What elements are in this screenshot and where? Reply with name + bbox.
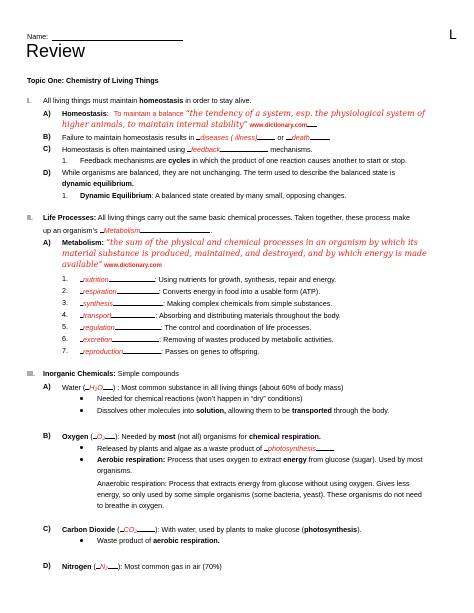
life-process-number: 4. bbox=[62, 310, 68, 319]
carbon-dioxide-line: Carbon Dioxide ( CO₂ ): With water, used by plants to make glucose (photosynthesis). bbox=[62, 525, 362, 534]
dynamic-equilibrium-definition: Dynamic Equilibrium: A balanced state created by many small, opposing changes. bbox=[80, 191, 347, 200]
item-letter: A) bbox=[43, 238, 51, 247]
corner-letter: L bbox=[449, 26, 457, 42]
anaerobic-line-1: Anaerobic respiration: Process that extracts energy from glucose without using oxygen. Gives less bbox=[97, 479, 410, 488]
life-process-answer: respiration bbox=[83, 287, 117, 296]
bullet bbox=[80, 397, 83, 400]
life-process-number: 7. bbox=[62, 346, 68, 355]
life-process-item bbox=[80, 274, 336, 284]
water-bullet-1: Needed for chemical reactions (won’t happen in “dry” conditions) bbox=[97, 394, 303, 403]
dynamic-equilibrium-term: dynamic equilibrium. bbox=[62, 179, 134, 188]
life-processes-intro: Life Processes: All living things carry out the same basic chemical processes. Taken together, these process make bbox=[43, 213, 411, 222]
life-process-description: : Passes on genes to offspring. bbox=[160, 347, 260, 356]
oxygen-bullet-1: Released by plants and algae as a waste product of photosynthesis bbox=[97, 443, 334, 453]
feedback-sentence: Homeostasis is often maintained using feedback mechanisms. bbox=[62, 145, 313, 154]
homeostasis-definition: Homeostasis: To maintain a balance “the tendency of a system, esp. the physiological system of bbox=[62, 109, 426, 118]
life-process-description: : Using nutrients for growth, synthesis, repair and energy. bbox=[154, 275, 337, 284]
life-process-item bbox=[80, 298, 332, 308]
anaerobic-line-2: energy, so only used by some simple organisms (some bacteria, yeast). These organisms do not need bbox=[97, 490, 422, 499]
life-process-number: 6. bbox=[62, 334, 68, 343]
item-letter: B) bbox=[43, 431, 51, 440]
oxygen-line: Oxygen ( O₂ ): Needed by most (not all) organisms for chemical respiration. bbox=[62, 432, 321, 441]
anaerobic-line-3: to breathe in oxygen. bbox=[97, 501, 165, 510]
life-process-number: 3. bbox=[62, 298, 68, 307]
item-letter: B) bbox=[43, 132, 51, 141]
metabolism-definition: Metabolism: “the sum of the physical and chemical processes in an organism by which its bbox=[62, 238, 418, 247]
oxygen-bullet-2: Aerobic respiration: Process that uses oxygen to extract energy from glucose (sugar). Used by most bbox=[97, 455, 423, 464]
life-process-answer: transport bbox=[83, 311, 112, 320]
life-process-item bbox=[80, 322, 311, 332]
nitrogen-line: Nitrogen ( N₂ ): Most common gas in air (70%) bbox=[62, 562, 222, 571]
bullet bbox=[80, 539, 83, 542]
item-letter: C) bbox=[43, 524, 51, 533]
homeostasis-intro: All living things must maintain homeostasis in order to stay alive. bbox=[43, 96, 252, 105]
bullet bbox=[80, 458, 83, 461]
section-numeral: II. bbox=[27, 213, 33, 222]
life-process-answer: reproduction bbox=[83, 347, 123, 356]
topic-heading: Topic One: Chemistry of Living Things bbox=[27, 76, 159, 85]
metabolism-definition-end: available” www.dictionary.com bbox=[62, 260, 162, 269]
life-process-description: : Making complex chemicals from simple substances. bbox=[162, 299, 333, 308]
life-process-answer: excretion bbox=[83, 335, 113, 344]
bullet bbox=[80, 446, 83, 449]
water-bullet-2: Dissolves other molecules into solution, allowing them to be transported through the body. bbox=[97, 406, 390, 415]
dynamic-equilibrium-text: While organisms are balanced, they are not unchanging. The term used to describe the balanced state is bbox=[62, 168, 396, 177]
oxygen-bullet-2-cont: organisms. bbox=[97, 466, 133, 475]
life-process-answer: regulation bbox=[83, 323, 115, 332]
inorganic-heading: Inorganic Chemicals: Simple compounds bbox=[43, 369, 179, 378]
life-process-item bbox=[80, 310, 341, 320]
metabolism-definition-cont: material substance is produced, maintained, and destroyed, and by which energy is made bbox=[62, 249, 427, 258]
homeostasis-failure: Failure to maintain homeostasis results in diseases ( illness) or death bbox=[62, 132, 330, 142]
life-process-description: : Converts energy in food into a usable form (ATP). bbox=[158, 287, 321, 296]
section-numeral: I. bbox=[27, 96, 31, 105]
life-process-number: 5. bbox=[62, 322, 68, 331]
bullet bbox=[80, 409, 83, 412]
item-letter: D) bbox=[43, 561, 51, 570]
item-letter: A) bbox=[43, 382, 51, 391]
life-process-description: : The control and coordination of life processes. bbox=[160, 323, 312, 332]
water-line: Water ( H₂O ) : Most common substance in all living things (about 60% of body mass) bbox=[62, 383, 344, 392]
life-process-answer: nutrition bbox=[83, 275, 109, 284]
sub-number: 1. bbox=[62, 156, 68, 165]
life-process-item bbox=[80, 286, 320, 296]
life-process-answer: synthesis bbox=[83, 299, 113, 308]
section-numeral: III. bbox=[27, 369, 35, 378]
item-letter: C) bbox=[43, 144, 51, 153]
life-process-description: : Absorbing and distributing materials throughout the body. bbox=[155, 311, 341, 320]
item-letter: A) bbox=[43, 109, 51, 118]
feedback-cycles: Feedback mechanisms are cycles in which the product of one reaction causes another to start or stop. bbox=[80, 156, 407, 165]
page-title: Review bbox=[26, 41, 86, 61]
name-label: Name: bbox=[27, 32, 49, 41]
life-process-item bbox=[80, 334, 334, 344]
life-process-number: 2. bbox=[62, 286, 68, 295]
life-processes-intro-cont: up an organism’s Metabolism . bbox=[43, 226, 213, 235]
life-process-item bbox=[80, 346, 260, 356]
carbon-dioxide-bullet: Waste product of aerobic respiration. bbox=[97, 536, 220, 545]
homeostasis-definition-cont: higher animals, to maintain internal stability” www.dictionary.com bbox=[62, 119, 317, 131]
sub-number: 1. bbox=[62, 191, 68, 200]
item-letter: D) bbox=[43, 168, 51, 177]
life-process-description: : Removing of wastes produced by metabolic activities. bbox=[159, 335, 334, 344]
life-process-number: 1. bbox=[62, 274, 68, 283]
